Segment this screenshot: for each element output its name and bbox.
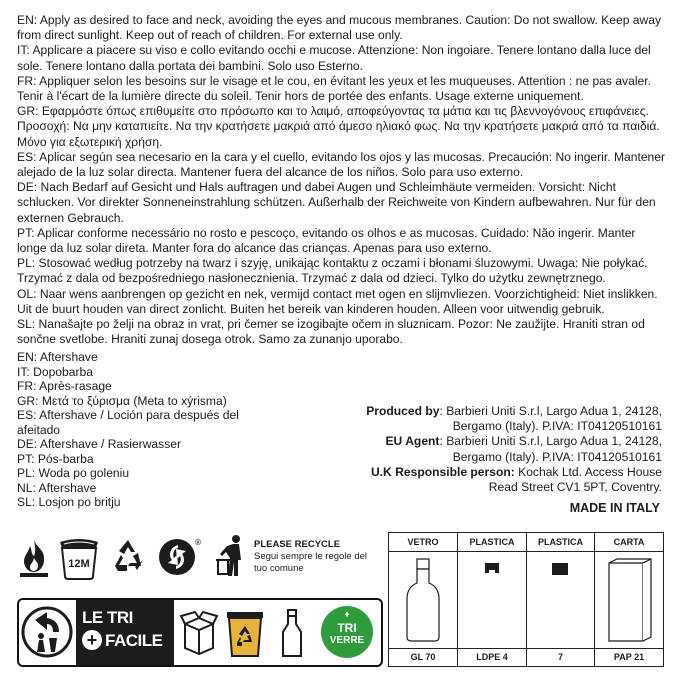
packaging-col-carton xyxy=(595,533,663,666)
green-dot-icon xyxy=(156,536,202,583)
please-recycle-subtitle: Segui sempre le regole del tuo comune xyxy=(254,551,368,574)
plus-icon: + xyxy=(82,630,102,650)
le-tri-label: LE TRI xyxy=(82,608,133,627)
product-name-gr: GR: Μετά το ξύρισμα (Meta to xýrisma) xyxy=(17,393,227,408)
product-name-de: DE: Aftershave / Rasierwasser xyxy=(17,437,181,451)
produced-by xyxy=(362,404,662,434)
product-name-fr: FR: Après-rasage xyxy=(17,379,112,393)
person-disposing-icon xyxy=(214,534,250,583)
material-header: VETRO xyxy=(389,533,457,552)
made-in-italy: MADE IN ITALY xyxy=(569,501,660,515)
produced-by-text: : Barbieri Uniti S.r.l, Largo Adua 1, 24128, Bergamo (Italy). P.IVA: IT04120510161 xyxy=(439,404,662,434)
svg-text:®: ® xyxy=(194,538,202,547)
yellow-bin-icon xyxy=(223,606,267,665)
uk-responsible xyxy=(362,465,662,495)
recycle-mobius-icon xyxy=(107,536,149,583)
facile-label: FACILE xyxy=(105,631,163,650)
tri-label: TRI xyxy=(337,621,357,635)
product-name-nl: NL: Aftershave xyxy=(17,480,97,495)
eu-agent-text: : Barbieri Uniti S.r.l, Largo Adua 1, 24128, Bergamo (Italy). P.IVA: IT04120510161 xyxy=(439,434,662,464)
producer-info xyxy=(362,404,662,495)
bottle-icon xyxy=(403,557,443,648)
instruction-de: DE: Nach Bedarf auf Gesicht und Hals auftragen und dabei Augen und Schleimhäute vermeiden. Vorsicht: Nicht schlucken. Vor direkter Sonneneinstrahlung schützen. Außerhalb der Reichweite von Kindern aufbewahren. Nur für den externen Gebrauch. xyxy=(17,180,656,225)
instruction-sl: SL: Nanašajte po želji na obraz in vrat, pri čemer se izogibajte očem in sluznicam. Pozor: Ne zaužijte. Hraniti stran od sončne svetlobe. Hraniti zunaj dosega otrok. Samo za zunanjo uporabo. xyxy=(17,317,645,347)
uk-responsible-label: U.K Responsible person: xyxy=(370,464,515,479)
product-name-pl: PL: Woda po goleniu xyxy=(17,466,130,480)
le-tri-facile-logo xyxy=(76,600,174,665)
packaging-col-glass xyxy=(389,533,458,666)
usage-instructions xyxy=(17,13,667,347)
instruction-en: EN: Apply as desired to face and neck, avoiding the eyes and mucous membranes. Caution: Do not swallow. Keep away from direct sunlight. Keep out of reach of children. For external use only. xyxy=(17,13,662,43)
instruction-ol: OL: Naar wens aanbrengen op gezicht en nek, vermijd contact met ogen en slijmvliezen. Voorzichtigheid: Niet inslikken. Uit de buurt houden van direct zonlicht. Buiten het bereik van kinderen houden. Alleen voor uitwendig gebruik. xyxy=(17,286,658,316)
material-header: PLASTICA xyxy=(527,533,594,552)
packaging-col-insert xyxy=(527,533,595,666)
material-code: 7 xyxy=(527,648,594,666)
instruction-pt: PT: Aplicar conforme necessário no rosto e pescoço, evitando os olhos e as mucosas. Cuidado: Não ingerir. Manter longe da luz solar direta. Manter fora do alcance das crianças. Apenas para uso externo. xyxy=(17,225,636,256)
uk-responsible-text: Kochak Ltd. Access House Read Street CV1 5PT, Coventry. xyxy=(488,464,662,495)
insert-icon xyxy=(552,562,568,580)
material-code: PAP 21 xyxy=(595,648,663,666)
eu-agent xyxy=(362,434,662,464)
pao-jar-icon xyxy=(56,536,102,587)
produced-by-label: Produced by xyxy=(366,404,440,418)
triman-icon xyxy=(19,600,75,665)
product-name-sl: SL: Losjon po britju xyxy=(17,495,121,509)
glass-bottle-icon xyxy=(277,606,307,665)
instruction-es: ES: Aplicar según sea necesario en la cara y el cuello, evitando los ojos y las mucosas. Precaución: No ingerir. Mantener alejado de la luz solar directa. Mantener fuera del alcance de los niños. Solo para uso externo. xyxy=(17,149,666,180)
packaging-col-cap xyxy=(458,533,527,666)
product-name-it: IT: Dopobarba xyxy=(17,364,93,379)
flammable-icon xyxy=(17,538,51,583)
cap-icon xyxy=(483,562,501,580)
triman-info-tri xyxy=(17,598,383,667)
please-recycle-title: PLEASE RECYCLE xyxy=(254,539,341,550)
product-name-en: EN: Aftershave xyxy=(17,350,98,364)
tri-verre-badge xyxy=(321,606,373,658)
packaging-table xyxy=(388,532,664,667)
verre-label: VERRE xyxy=(329,635,365,646)
material-code: GL 70 xyxy=(389,648,457,666)
box-icon xyxy=(179,604,219,665)
instruction-it: IT: Applicare a piacere su viso e collo evitando occhi e mucose. Attenzione: Non ingoiare. Tenere lontano dalla luce del sole. Tenere lontano dalla portata dei bambini. Solo uso Esterno. xyxy=(17,43,651,73)
bottle-mini-icon: ♦ xyxy=(344,609,350,619)
product-name-pt: PT: Pós-barba xyxy=(17,451,94,466)
product-names xyxy=(17,350,257,510)
pao-label: 12M xyxy=(68,558,90,570)
triman-logo xyxy=(19,600,75,665)
material-header: PLASTICA xyxy=(458,533,526,552)
product-name-es: ES: Aftershave / Loción para después del afeitado xyxy=(17,408,239,437)
instruction-fr: FR: Appliquer selon les besoins sur le visage et le cou, en évitant les yeux et les muqueuses. Attention : ne pas avaler. Tenir à l'écart de la lumière directe du soleil. Tenir hors de portée des enfants. Usage externe uniquement. xyxy=(17,73,651,104)
instruction-gr: GR: Εφαρμόστε όπως επιθυμείτε στο πρόσωπο και το λαιμό, αποφεύγοντας τα μάτια και τις βλεννογόνους επιφάνειες. Προσοχή: Να μην καταπιείτε. Να την κρατήσετε μακριά από άμεσο ηλιακό φως. Να την κρατήσετε μακριά από τα παιδιά. Μόνο για εξωτερική χρήση. xyxy=(17,104,660,149)
instruction-pl: PL: Stosować według potrzeby na twarz i szyję, unikając kontaktu z oczami i błonami śluzowymi. Uwaga: Nie połykać. Trzymać z dala od bezpośredniego nasłonecznienia. Trzymać z dala od dzieci. Tylko do użytku zewnętrznego. xyxy=(17,256,648,286)
eu-agent-label: EU Agent xyxy=(385,434,440,449)
material-code: LDPE 4 xyxy=(458,648,526,666)
box-icon xyxy=(605,557,655,648)
please-recycle xyxy=(254,539,374,575)
material-header: CARTA xyxy=(595,533,663,552)
